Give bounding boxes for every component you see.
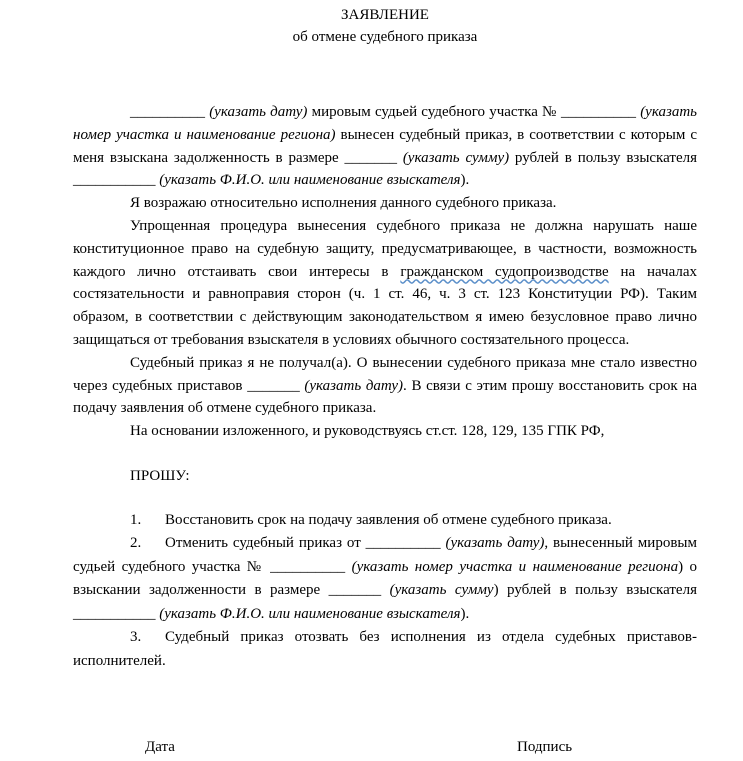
- hint-court-number: (указать номер участка и наименование региона: [351, 558, 679, 575]
- paragraph-not-received: Судебный приказ я не получал(а). О вынесении судебного приказа мне стало известно через судебных приставов _______ (указать дату). В связи с этим прошу восстановить срок на подачу заявления об отмене судебного приказа.: [73, 354, 697, 417]
- request-item-3: 3. Судебный приказ отозвать без исполнения из отдела судебных приставов-исполнителей.: [73, 626, 697, 673]
- hint-date: (указать дату): [304, 377, 404, 394]
- document-page: [73, 0, 697, 673]
- blank-court-number: __________: [561, 104, 636, 120]
- request-item-2: 2. Отменить судебный приказ от __________ (указать дату), вынесенный мировым судьей судебного участка № __________ (указать номер участка и наименование региона) о взыскании задолженности в размере _______ (указать сумму) рублей в пользу взыскателя ___________ (указать Ф.И.О. или наименование взыскателя).: [73, 532, 697, 626]
- document-title: ЗАЯВЛЕНИЕ: [341, 7, 429, 23]
- document-subtitle: об отмене судебного приказа: [292, 29, 478, 45]
- hint-claimant: (указать Ф.И.О. или наименование взыскателя: [159, 605, 461, 622]
- blank-date: __________: [365, 535, 441, 552]
- blank-amount: _______: [328, 582, 382, 599]
- request-heading: ПРОШУ:: [130, 467, 190, 484]
- item-number: 1.: [130, 511, 142, 528]
- paragraph-court-order: __________ (указать дату) мировым судьей судебного участка № __________ (указать номер участка и наименование региона) вынесен судебный приказ, в соответствии с которым с меня взыскана задолженность в размере _______ (указать сумму) рублей в пользу взыскателя ___________ (указать Ф.И.О. или наименование взыскателя).: [73, 104, 697, 189]
- item-number: 2.: [130, 535, 142, 552]
- paragraph-rights: Упрощенная процедура вынесения судебного приказа не должна нарушать наше конституционное право на судебную защиту, предусматривающее, в частности, возможность каждого лично отстаивать свои интересы в гражданском судопроизводстве на началах состязательности и равноправия сторон (ч. 1 ст. 46, ч. 3 ст. 123 Конституции РФ). Таким образом, в соответствии с действующим законодательством я имею безусловное право лично защищаться от требования взыскателя в условиях обычного состязательного процесса.: [73, 217, 698, 348]
- hint-claimant: (указать Ф.И.О. или наименование взыскателя: [159, 172, 461, 189]
- paragraph-objection: Я возражаю относительно исполнения данного судебного приказа.: [130, 195, 557, 212]
- blank-date: _______: [247, 377, 300, 394]
- blank-date: __________: [130, 104, 205, 120]
- hint-date: (указать дату): [445, 535, 545, 552]
- date-label: Дата: [145, 739, 175, 755]
- hint-amount: (указать сумму): [402, 149, 510, 166]
- request-item-1: 1. Восстановить срок на подачу заявления об отмене судебного приказа.: [73, 509, 697, 533]
- civil-procedure-link[interactable]: гражданском судопроизводстве: [400, 263, 609, 280]
- paragraph-grounds: На основании изложенного, и руководствуясь ст.ст. 128, 129, 135 ГПК РФ,: [130, 423, 605, 440]
- blank-claimant: ___________: [73, 172, 156, 189]
- blank-court-number: __________: [270, 558, 346, 575]
- signature-label: Подпись: [517, 739, 573, 755]
- blank-amount: _______: [344, 149, 397, 166]
- hint-date: (указать дату): [209, 104, 308, 120]
- hint-court-number: (указать номер участка и наименование региона): [73, 104, 697, 143]
- blank-claimant: ___________: [73, 605, 156, 622]
- hint-amount: (указать сумму: [389, 582, 494, 599]
- item-number: 3.: [130, 629, 142, 646]
